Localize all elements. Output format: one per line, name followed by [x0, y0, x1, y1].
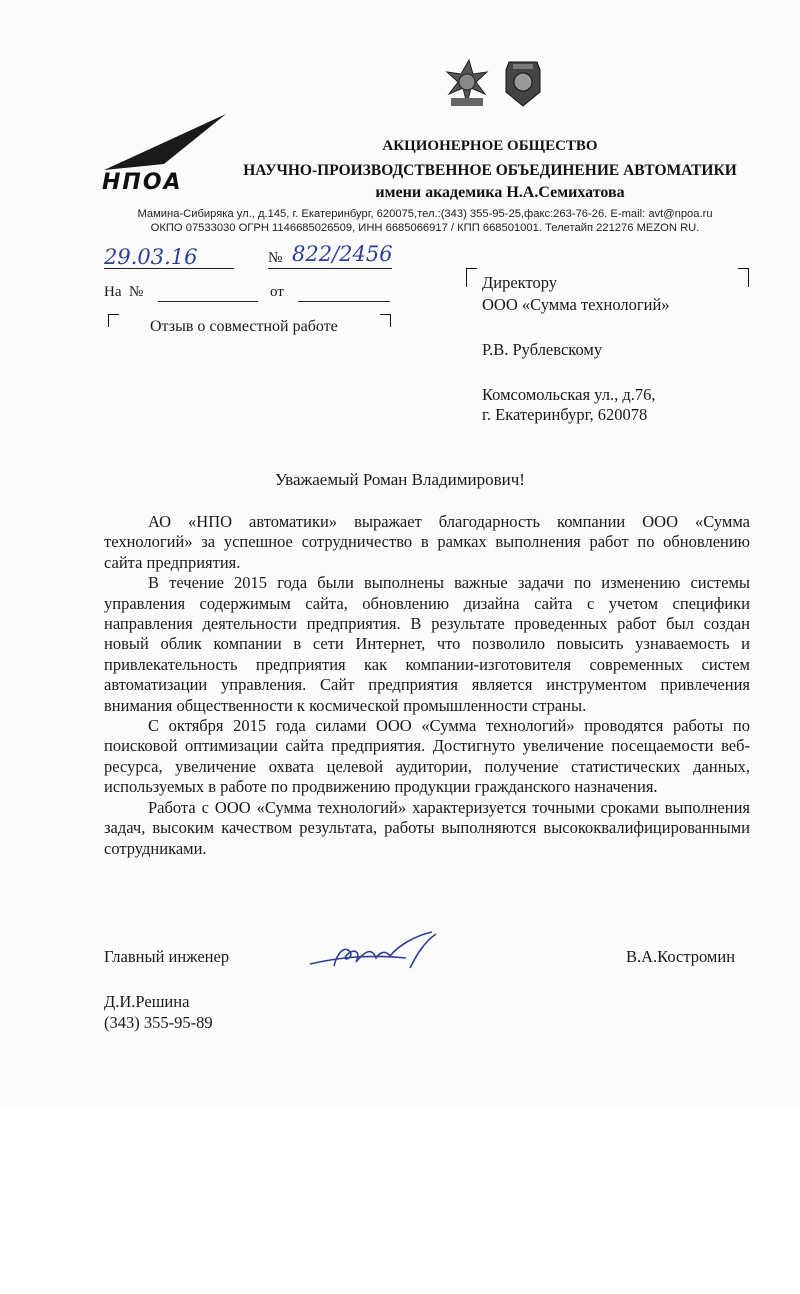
logo-text: НПОА: [102, 170, 183, 195]
incoming-from-label: от: [270, 284, 284, 300]
number-underline: [268, 268, 392, 269]
recipient-city: г. Екатеринбург, 620078: [482, 405, 648, 424]
org-type: АКЦИОНЕРНОЕ ОБЩЕСТВО: [382, 138, 598, 154]
signatory-name: В.А.Костромин: [626, 947, 736, 966]
award-badges: [443, 58, 543, 110]
outgoing-number: 822/2456: [292, 242, 393, 266]
order-star-icon: [447, 60, 487, 106]
outgoing-date: 29.03.16: [104, 245, 198, 269]
org-name: НАУЧНО-ПРОИЗВОДСТВЕННОЕ ОБЪЕДИНЕНИЕ АВТОМАТИКИ: [243, 162, 737, 179]
recipient-corner-left: [466, 268, 477, 287]
contact-phone: (343) 355-95-89: [104, 1013, 213, 1032]
handwritten-signature: [306, 928, 446, 976]
paragraph-2: В течение 2015 года были выполнены важные задачи по изменению системы управления содержимым сайта, обновлению дизайна сайта с учетом специфики направления деятельности предприятия. В результате проведенных работ был создан новый облик компании в сети Интернет, что позволило повысить узнаваемость и привлекательность предприятия как компании-изготовителя современных систем автоматизации управления. Сайт предприятия является инструментом привлечения внимания общественности к космической промышленности страны.: [104, 573, 750, 715]
recipient-name: Р.В. Рублевскому: [482, 340, 603, 359]
recipient-company: ООО «Сумма технологий»: [482, 295, 670, 314]
incoming-number-underline: [158, 301, 258, 302]
recipient-corner-right: [738, 268, 749, 287]
paragraph-3: С октября 2015 года силами ООО «Сумма технологий» проводятся работы по поисковой оптимизации сайта предприятия. Достигнуто увеличение посещаемости веб-ресурса, увеличение охвата целевой аудитории, получение статистических данных, используемых в работе по продвижению продукции гражданского назначения.: [104, 716, 750, 797]
date-underline: [104, 268, 234, 269]
address-line-2: ОКПО 07533030 ОГРН 1146685026509, ИНН 6685066917 / КПП 668501001. Телетайп 221276 MEZON RU.: [150, 222, 700, 234]
order-badge-icon: [506, 62, 540, 106]
subject-corner-left: [108, 314, 119, 327]
npoa-logo: [102, 114, 228, 196]
paragraph-4: Работа с ООО «Сумма технологий» характеризуется точными сроками выполнения задач, высоким качеством результата, работы выполняются высококвалифицированными сотрудниками.: [104, 797, 750, 858]
incoming-from-underline: [298, 301, 390, 302]
subject-line: Отзыв о совместной работе: [150, 318, 338, 335]
contact-name: Д.И.Решина: [104, 992, 190, 1011]
letter-body: [104, 512, 750, 859]
signatory-position: Главный инженер: [104, 947, 230, 966]
salutation: Уважаемый Роман Владимирович!: [275, 470, 525, 489]
paragraph-1: АО «НПО автоматики» выражает благодарность компании ООО «Сумма технологий» за успешное сотрудничество в рамках выполнения работ по обновлению сайта предприятия.: [104, 512, 750, 572]
incoming-number-label: На №: [104, 284, 144, 300]
recipient-street: Комсомольская ул., д.76,: [482, 385, 656, 404]
subject-corner-right: [380, 314, 391, 327]
number-label: №: [268, 250, 283, 266]
address-line-1: Мамина-Сибиряка ул., д.145, г. Екатеринбург, 620075,тел.:(343) 355-95-25,факс:263-76-26. E-mail: avt@npoa.ru: [137, 208, 713, 220]
org-named: имени академика Н.А.Семихатова: [375, 184, 625, 201]
recipient-title: Директору: [482, 273, 557, 292]
